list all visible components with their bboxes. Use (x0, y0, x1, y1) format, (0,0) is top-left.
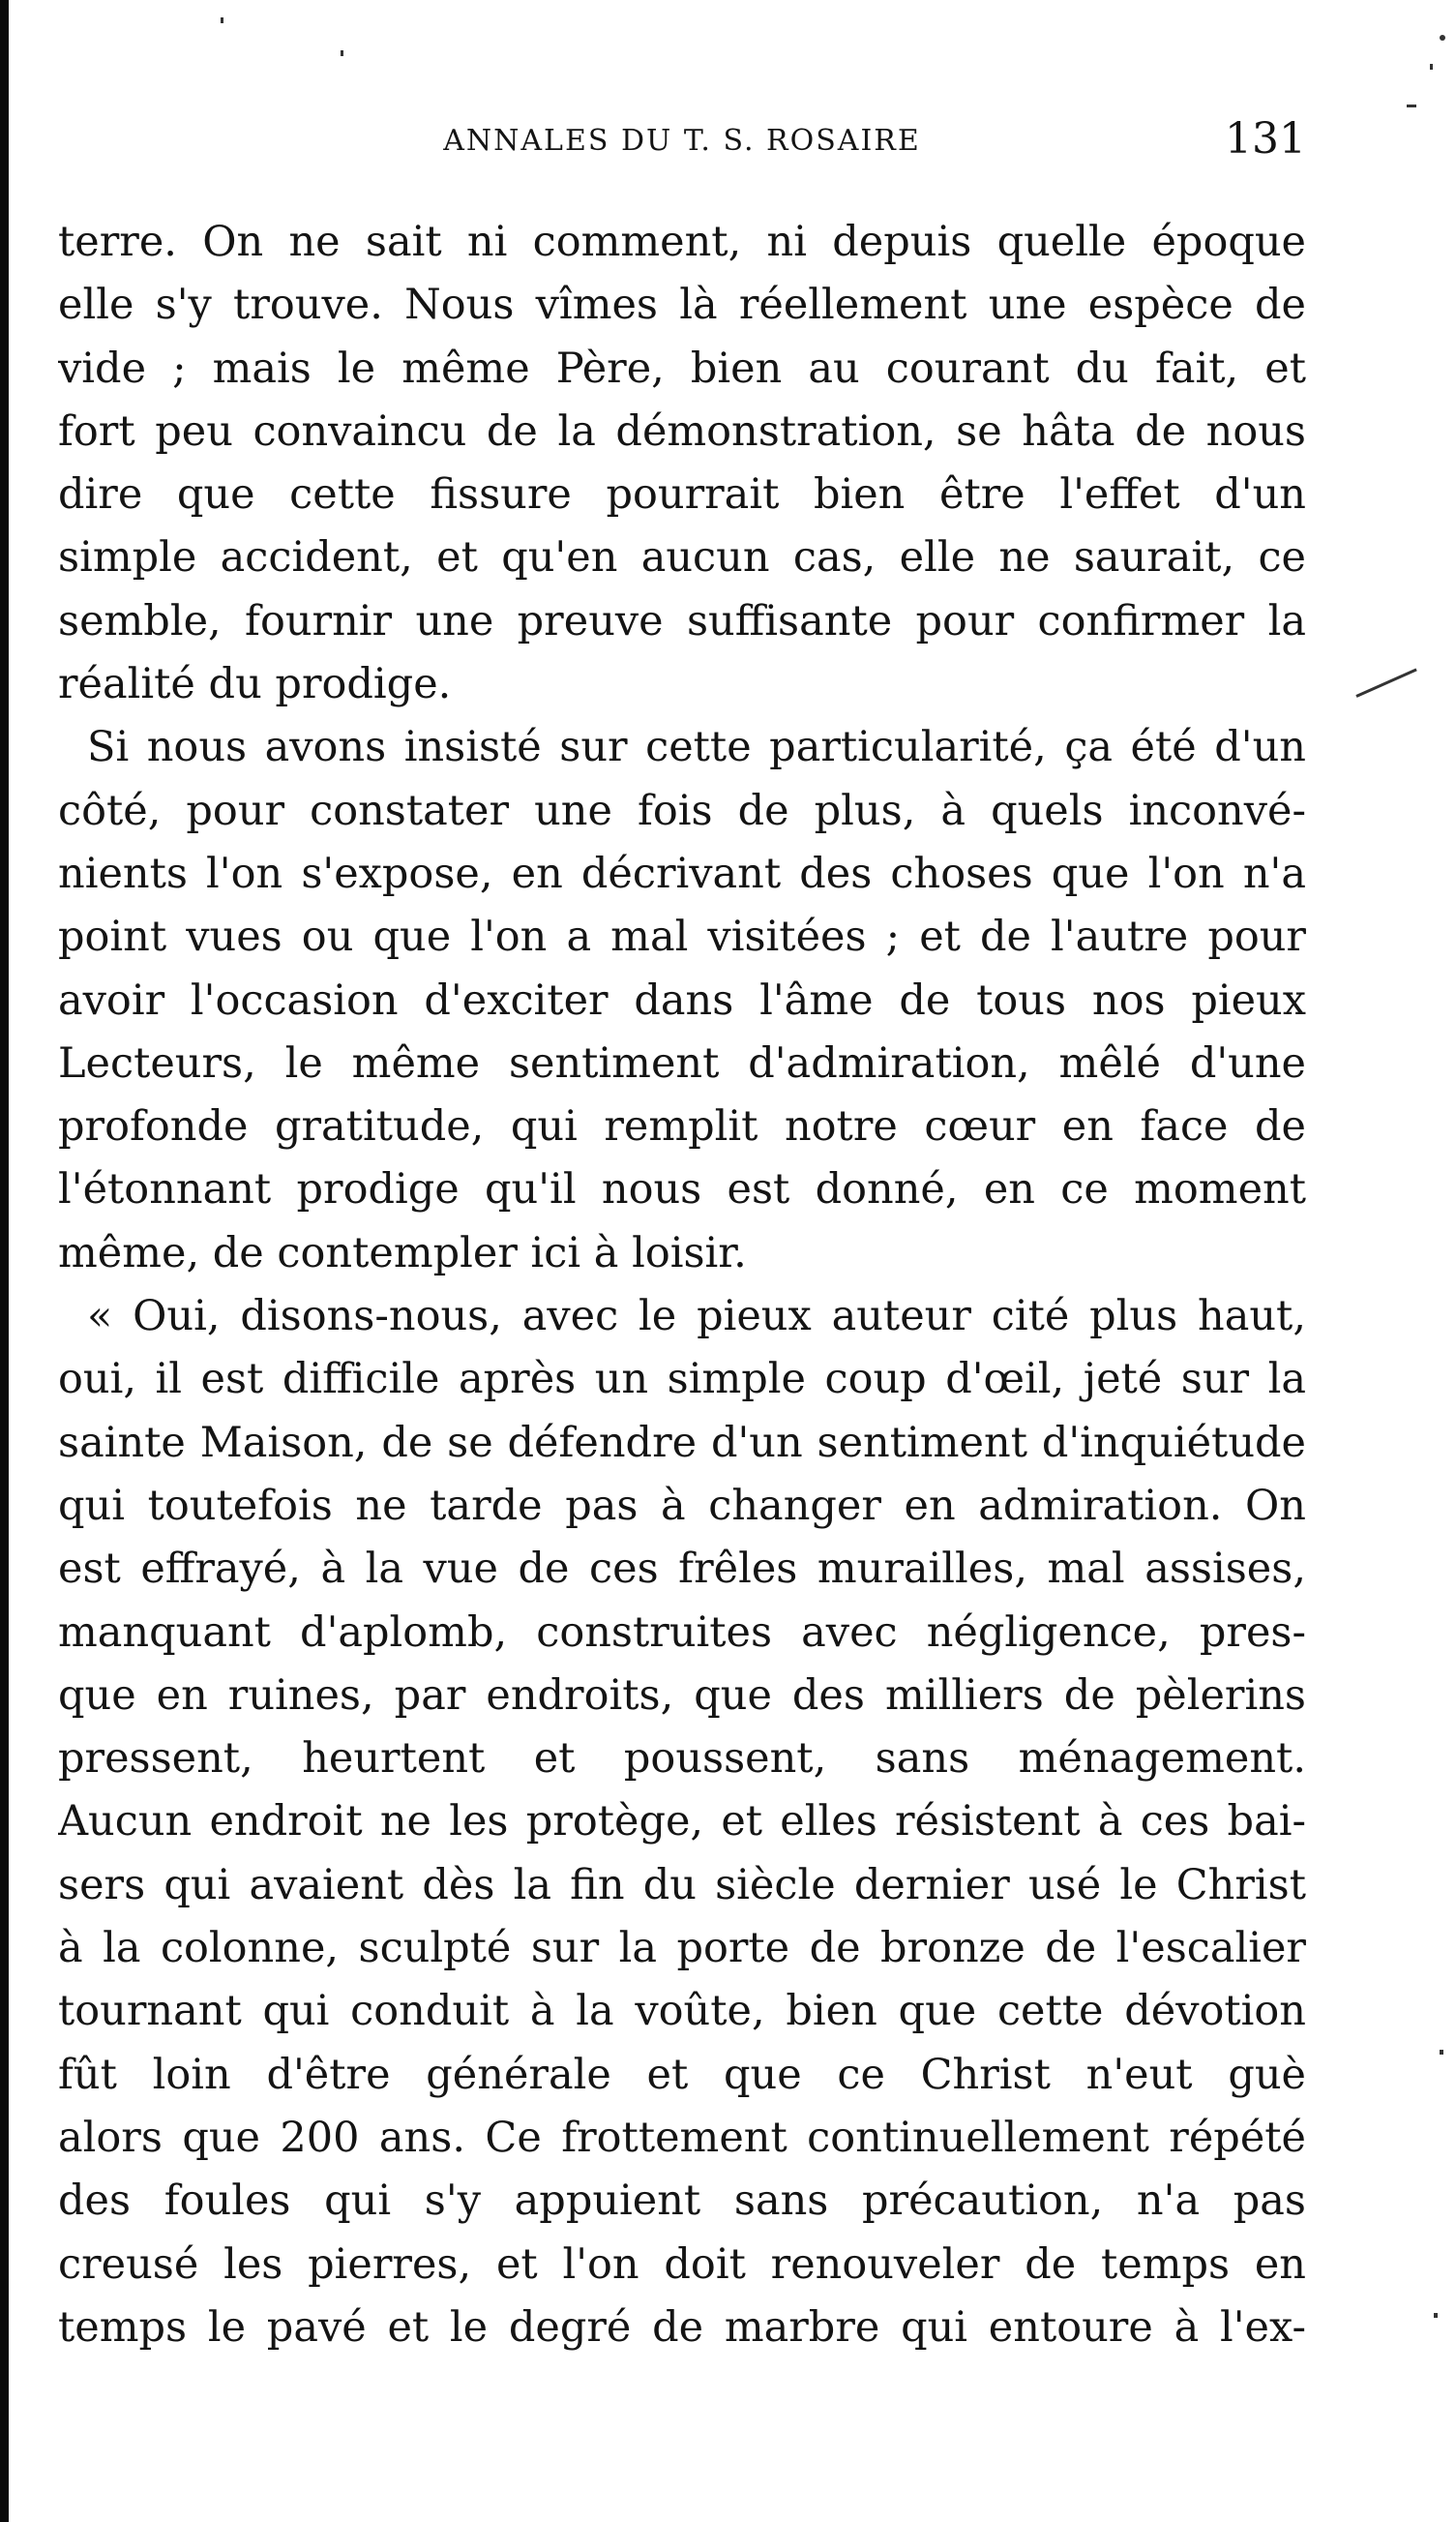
text-line: nients l'on s'expose, en décrivant des choses que l'on n'a (58, 849, 1306, 898)
text-line: réalité du prodige. (58, 660, 452, 709)
text-line: à la colonne, sculpté sur la porte de bronze de l'escalier (58, 1924, 1306, 1973)
page-number: 131 (1225, 114, 1306, 164)
text-line: côté, pour constater une fois de plus, à quels inconvé- (58, 786, 1306, 835)
text-line: manquant d'aplomb, construites avec négligence, pres- (58, 1607, 1306, 1657)
running-head: ANNALES DU T. S. ROSAIRE (443, 124, 921, 158)
text-line: creusé les pierres, et l'on doit renouveler de temps en (58, 2239, 1306, 2289)
text-line: qui toutefois ne tarde pas à changer en admiration. On (58, 1481, 1306, 1530)
text-line: point vues ou que l'on a mal visitées ; et de l'autre pour (58, 913, 1306, 962)
page-left-edge (0, 0, 9, 2522)
margin-speck (1434, 2313, 1438, 2318)
text-line: elle s'y trouve. Nous vîmes là réellement une espèce de (58, 281, 1306, 330)
text-line: fût loin d'être générale et que ce Christ n'eut guè (58, 2050, 1306, 2099)
margin-speck (1407, 105, 1416, 107)
text-line: terre. On ne sait ni comment, ni depuis quelle époque (58, 218, 1306, 266)
text-line: Si nous avons insisté sur cette particularité, ça été d'un (87, 723, 1306, 772)
text-line: temps le pavé et le degré de marbre qui entoure à l'ex- (58, 2302, 1306, 2352)
text-line: Aucun endroit ne les protège, et elles résistent à ces bai- (58, 1797, 1306, 1846)
text-line: alors que 200 ans. Ce frottement continuellement répété (58, 2113, 1306, 2162)
text-line: sers qui avaient dès la fin du siècle dernier usé le Christ (58, 1860, 1306, 1909)
text-line: pressent, heurtent et poussent, sans ménagement. (58, 1734, 1306, 1784)
text-line: profonde gratitude, qui remplit notre cœur en face de (58, 1102, 1306, 1152)
text-line: dire que cette fissure pourrait bien être l'effet d'un (58, 470, 1306, 520)
text-line: vide ; mais le même Père, bien au courant du fait, et (58, 344, 1306, 393)
margin-speck (341, 50, 343, 56)
margin-speck (1440, 2050, 1443, 2055)
body-text (58, 211, 1306, 2359)
text-line: que en ruines, par endroits, que des milliers de pèlerins (58, 1670, 1306, 1720)
text-line: avoir l'occasion d'exciter dans l'âme de tous nos pieux (58, 976, 1306, 1025)
text-line: semble, fournir une preuve suffisante pour confirmer la (58, 596, 1306, 646)
text-line: l'étonnant prodige qu'il nous est donné, en ce moment (58, 1165, 1306, 1215)
text-line: Lecteurs, le même sentiment d'admiration, mêlé d'une (58, 1038, 1306, 1088)
text-line: est effrayé, à la vue de ces frêles murailles, mal assises, (58, 1545, 1306, 1594)
margin-speck (221, 17, 223, 23)
text-line: « Oui, disons-nous, avec le pieux auteur cité plus haut, (87, 1292, 1306, 1341)
text-line: même, de contempler ici à loisir. (58, 1228, 747, 1277)
margin-speck (1430, 64, 1433, 70)
margin-speck (1440, 35, 1445, 41)
text-line: simple accident, et qu'en aucun cas, elle ne saurait, ce (58, 533, 1306, 583)
margin-pen-stroke (1355, 668, 1416, 697)
text-line: fort peu convaincu de la démonstration, se hâta de nous (58, 406, 1306, 456)
page-header (58, 114, 1306, 172)
text-line: sainte Maison, de se défendre d'un sentiment d'inquiétude (58, 1418, 1306, 1467)
text-line: oui, il est difficile après un simple coup d'œil, jeté sur la (58, 1355, 1306, 1404)
text-line: tournant qui conduit à la voûte, bien que cette dévotion (58, 1987, 1306, 2036)
text-line: des foules qui s'y appuient sans précaution, n'a pas (58, 2177, 1306, 2226)
